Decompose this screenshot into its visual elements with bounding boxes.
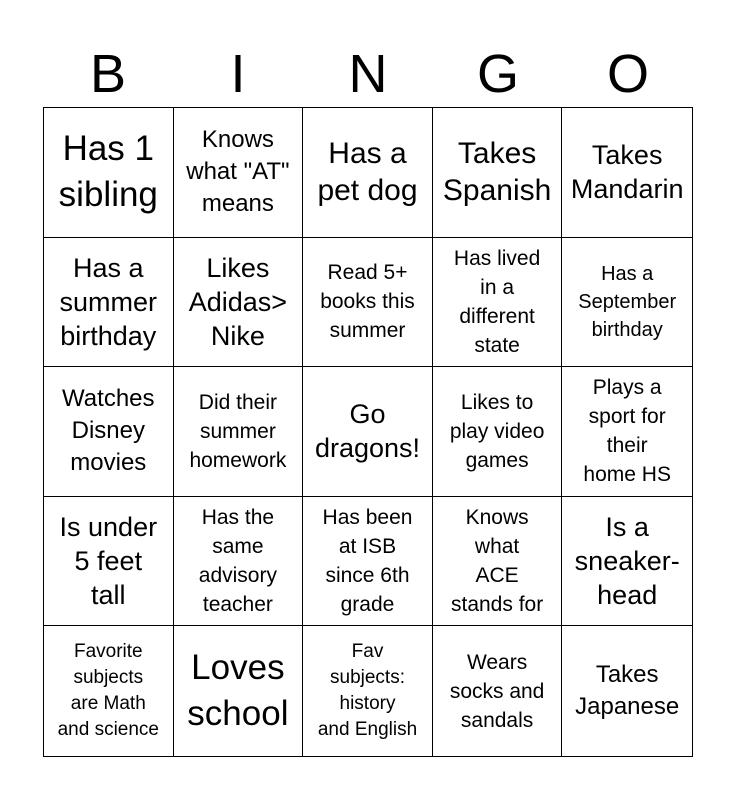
header-letter-o: O bbox=[606, 44, 649, 104]
cell-text: Likes to play video games bbox=[449, 390, 545, 472]
bingo-cell-r5-c4[interactable] bbox=[433, 626, 563, 756]
bingo-cell-r2-c2[interactable] bbox=[174, 238, 304, 368]
cell-text: Has the same advisory teacher bbox=[198, 506, 277, 617]
cell-text: Go dragons! bbox=[314, 399, 421, 464]
cell-text: Has been at ISB since 6th grade bbox=[322, 506, 413, 617]
header-letter-i: I bbox=[230, 44, 246, 104]
bingo-cell-r3-c2[interactable] bbox=[174, 367, 304, 497]
bingo-cell-r3-c1[interactable] bbox=[44, 367, 174, 497]
header-letter-n: N bbox=[348, 44, 388, 104]
bingo-cell-r4-c4[interactable] bbox=[433, 497, 563, 627]
bingo-cell-r2-c4[interactable] bbox=[433, 238, 563, 368]
bingo-cell-r1-c4[interactable] bbox=[433, 108, 563, 238]
bingo-cell-r5-c1[interactable] bbox=[44, 626, 174, 756]
cell-text: Loves school bbox=[187, 648, 289, 734]
cell-text: Has 1 sibling bbox=[58, 129, 158, 215]
cell-text: Takes Japanese bbox=[575, 661, 680, 721]
cell-text: Wears socks and sandals bbox=[449, 650, 545, 732]
bingo-cell-r1-c3[interactable] bbox=[303, 108, 433, 238]
cell-text: Plays a sport for their home HS bbox=[583, 376, 671, 487]
bingo-cell-r3-c5[interactable] bbox=[562, 367, 692, 497]
bingo-cell-r4-c2[interactable] bbox=[174, 497, 304, 627]
bingo-header bbox=[43, 40, 693, 108]
cell-text: Favorite subjects are Math and science bbox=[57, 641, 159, 741]
cell-text: Watches Disney movies bbox=[62, 385, 155, 477]
bingo-cell-r5-c3[interactable] bbox=[303, 626, 433, 756]
cell-text: Fav subjects: history and English bbox=[317, 641, 418, 741]
bingo-cell-r4-c5[interactable] bbox=[562, 497, 692, 627]
bingo-cell-r2-c3[interactable] bbox=[303, 238, 433, 368]
bingo-cell-r4-c3[interactable] bbox=[303, 497, 433, 627]
cell-text: Has a summer birthday bbox=[59, 252, 158, 351]
cell-text: Has a September birthday bbox=[578, 262, 677, 341]
bingo-cell-r5-c5[interactable] bbox=[562, 626, 692, 756]
bingo-cell-r5-c2[interactable] bbox=[174, 626, 304, 756]
cell-text: Knows what ACE stands for bbox=[450, 506, 544, 617]
bingo-cell-r1-c1[interactable] bbox=[44, 108, 174, 238]
header-letter-b: B bbox=[89, 44, 127, 104]
cell-text: Has a pet dog bbox=[317, 137, 418, 208]
bingo-grid bbox=[43, 107, 693, 757]
cell-text: Read 5+ books this summer bbox=[320, 261, 415, 343]
cell-text: Knows what "AT" means bbox=[186, 126, 290, 218]
cell-text: Is a sneaker- head bbox=[574, 512, 680, 611]
cell-text: Has lived in a different state bbox=[453, 246, 541, 357]
cell-text: Did their summer homework bbox=[189, 390, 287, 472]
bingo-cell-r3-c3[interactable] bbox=[303, 367, 433, 497]
bingo-cell-r2-c5[interactable] bbox=[562, 238, 692, 368]
bingo-cell-r1-c5[interactable] bbox=[562, 108, 692, 238]
bingo-cell-r1-c2[interactable] bbox=[174, 108, 304, 238]
bingo-cell-r3-c4[interactable] bbox=[433, 367, 563, 497]
bingo-cell-r2-c1[interactable] bbox=[44, 238, 174, 368]
cell-text: Likes Adidas> Nike bbox=[188, 252, 288, 351]
cell-text: Is under 5 feet tall bbox=[59, 512, 158, 611]
bingo-cell-r4-c1[interactable] bbox=[44, 497, 174, 627]
header-letter-g: G bbox=[476, 44, 519, 104]
cell-text: Takes Mandarin bbox=[570, 140, 684, 205]
cell-text: Takes Spanish bbox=[442, 137, 552, 208]
